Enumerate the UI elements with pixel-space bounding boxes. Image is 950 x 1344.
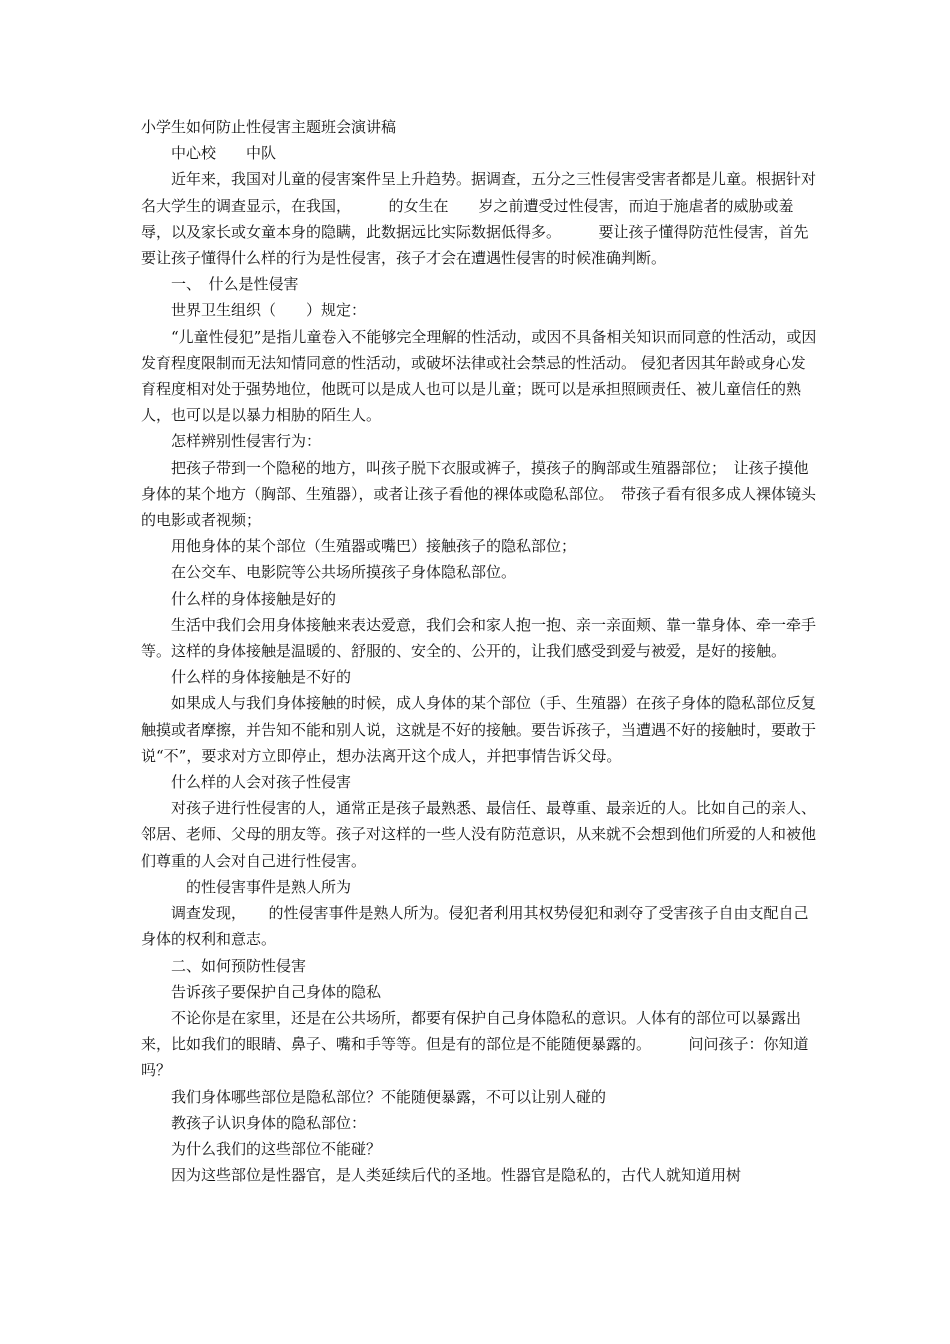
subheading-acquaintance: 的性侵害事件是熟人所为 bbox=[171, 877, 352, 896]
document-title: 小学生如何防止性侵害主题班会演讲稿 bbox=[141, 118, 397, 136]
paragraph-behavior-contact: 用他身体的某个部位（生殖器或嘴巴）接触孩子的隐私部位； bbox=[171, 537, 577, 556]
subheading-good-touch: 什么样的身体接触是好的 bbox=[171, 589, 337, 608]
paragraph-good-touch: 生活中我们会用身体接触来表达爱意，我们会和家人抱一抱、亲一亲面颊、靠一靠身体、牵一牵手等。这样的身体接触是温暖的、舒服的、安全的、公开的，让我们感受到爱与被爱，是好的接触。 bbox=[141, 615, 817, 661]
paragraph-intro: 近年来，我国对儿童的侵害案件呈上升趋势。据调查，五分之三性侵害受害者都是儿童。根据针对 名大学生的调查显示，在我国， 的女生在 岁之前遭受过性侵害，而迫于施虐者的威胁或羞辱，以及家长或女童本身的隐瞒，此数据远比实际数据低得多。 要让孩子懂得防范性侵害，首先要让孩子懂得什么样的行为是性侵害，孩子才会在遭遇性侵害的时候准确判断。 bbox=[141, 170, 862, 268]
paragraph-which-parts: 我们身体哪些部位是隐私部位？不能随便暴露，不可以让别人碰的 bbox=[171, 1087, 607, 1106]
section-heading-2: 二、如何预防性侵害 bbox=[171, 956, 307, 975]
paragraph-why-question: 为什么我们的这些部位不能碰？ bbox=[171, 1139, 382, 1158]
paragraph-who-definition: 世界卫生组织（ ）规定： bbox=[171, 301, 367, 320]
subheading-who-offends: 什么样的人会对孩子性侵害 bbox=[171, 773, 352, 792]
subheading-privacy: 告诉孩子要保护自己身体的隐私 bbox=[171, 982, 382, 1001]
subheading-bad-touch: 什么样的身体接触是不好的 bbox=[171, 668, 352, 687]
paragraph-teach-parts: 教孩子认识身体的隐私部位： bbox=[171, 1113, 367, 1132]
paragraph-author: 中心校 中队 bbox=[171, 144, 277, 163]
document-body bbox=[141, 114, 862, 1188]
subheading-identify: 怎样辨别性侵害行为： bbox=[171, 432, 322, 451]
paragraph-who-offends: 对孩子进行性侵害的人，通常正是孩子最熟悉、最信任、最尊重、最亲近的人。比如自己的亲人、邻居、老师、父母的朋友等。孩子对这样的一些人没有防范意识，从来就不会想到他们所爱的人和被他们尊重的人会对自己进行性侵害。 bbox=[141, 799, 817, 870]
paragraph-behaviors: 把孩子带到一个隐秘的地方，叫孩子脱下衣服或裤子，摸孩子的胸部或生殖器部位； 让孩子摸他身体的某个地方（胸部、生殖器），或者让孩子看他的裸体或隐私部位。 带孩子看有很多成人裸体镜头的电影或者视频； bbox=[141, 458, 817, 530]
paragraph-definition: “儿童性侵犯”是指儿童卷入不能够完全理解的性活动，或因不具备相关知识而同意的性活动，或因发育程度限制而无法知情同意的性活动，或破坏法律或社会禁忌的性活动。 侵犯者因其年龄或身心发育程度相对处于强势地位，他既可以是成人也可以是儿童；既可以是承担照顾责任、被儿童信任的熟人，也可以是以暴力相胁的陌生人。 bbox=[141, 327, 817, 425]
paragraph-privacy: 不论你是在家里，还是在公共场所，都要有保护自己身体隐私的意识。人体有的部位可以暴露出来，比如我们的眼睛、鼻子、嘴和手等等。但是有的部位是不能随便暴露的。 问问孩子：你知道吗？ bbox=[141, 1008, 809, 1080]
paragraph-acquaintance: 调查发现， 的性侵害事件是熟人所为。侵犯者利用其权势侵犯和剥夺了受害孩子自由支配自己身体的权利和意志。 bbox=[141, 904, 809, 949]
paragraph-because: 因为这些部位是性器官，是人类延续后代的圣地。性器官是隐私的，古代人就知道用树 bbox=[171, 1166, 742, 1185]
paragraph-behavior-public: 在公交车、电影院等公共场所摸孩子身体隐私部位。 bbox=[171, 563, 517, 582]
section-heading-1: 一、 什么是性侵害 bbox=[171, 275, 299, 294]
paragraph-bad-touch: 如果成人与我们身体接触的时候，成人身体的某个部位（手、生殖器）在孩子身体的隐私部位反复触摸或者摩擦，并告知不能和别人说，这就是不好的接触。要告诉孩子，当遭遇不好的接触时，要敢于说“不”，要求对方立即停止，想办法离开这个成人，并把事情告诉父母。 bbox=[141, 694, 817, 765]
